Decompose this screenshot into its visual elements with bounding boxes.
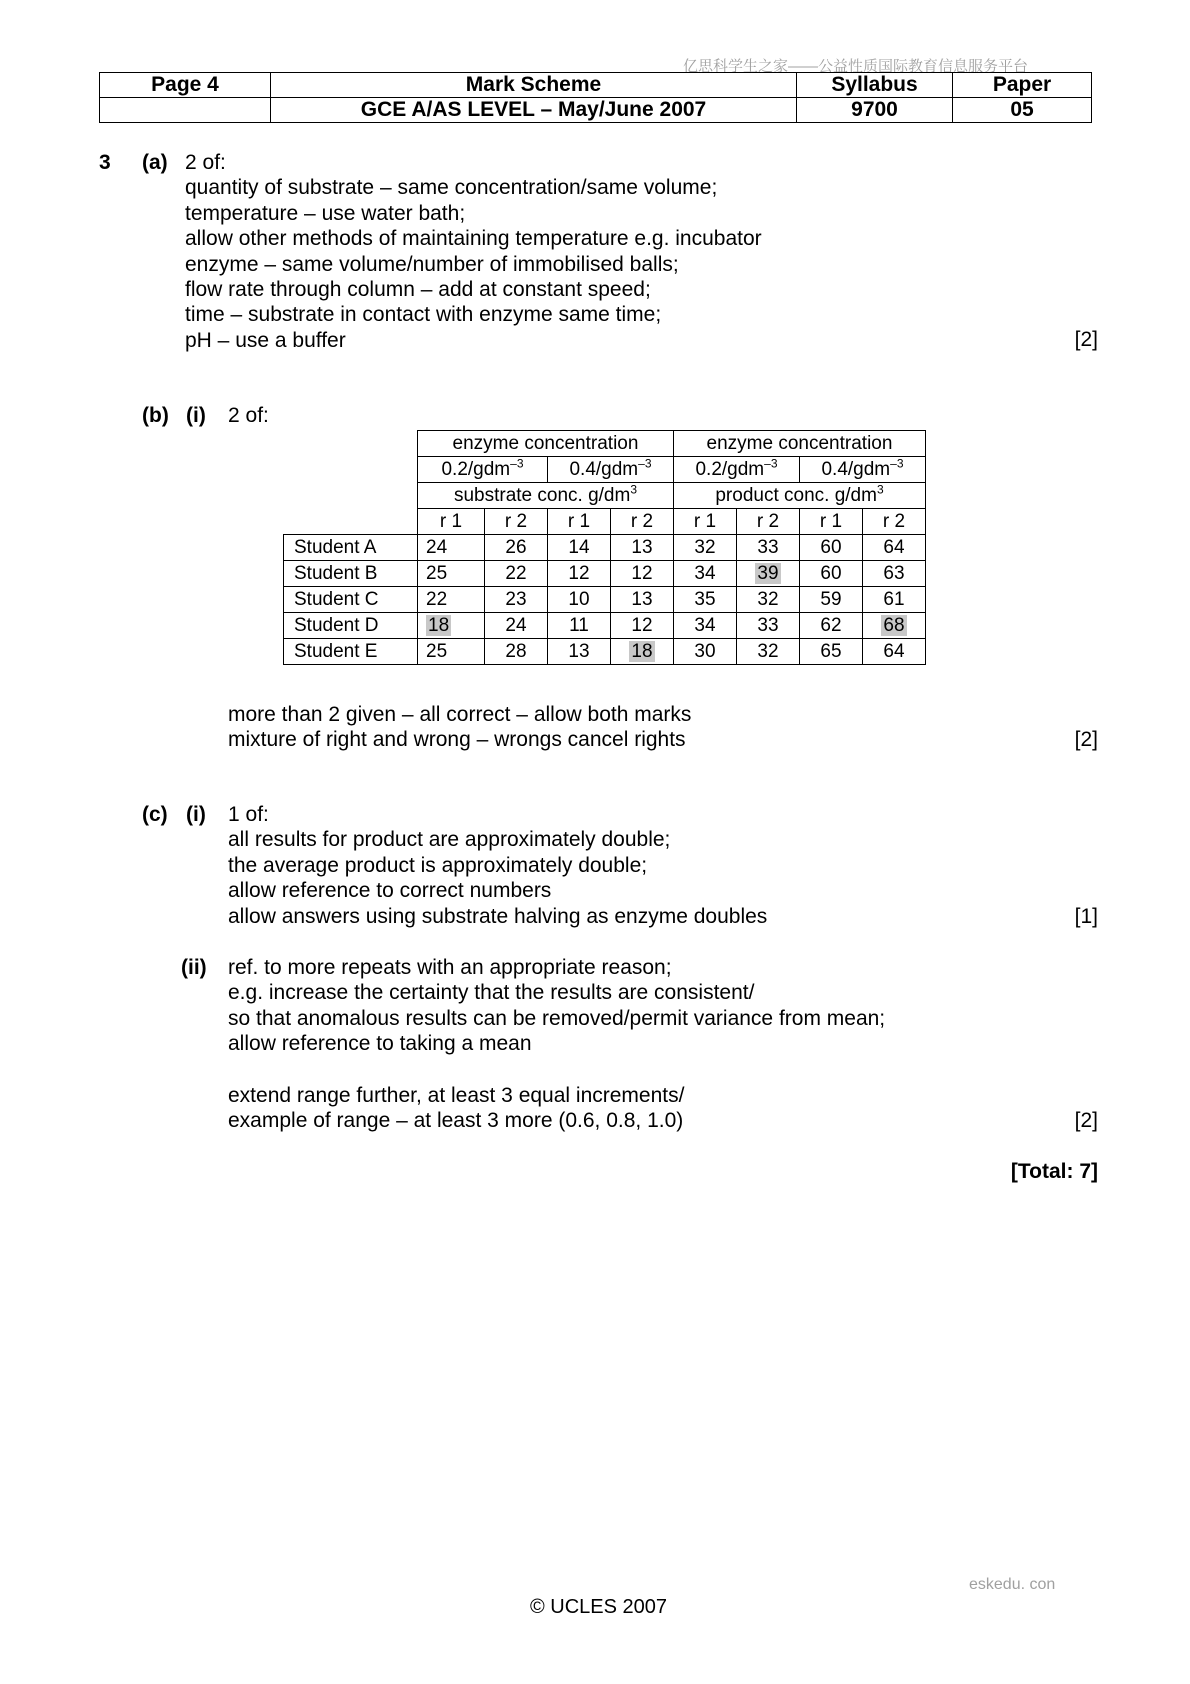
student-name: Student B <box>284 561 418 587</box>
value-cell <box>485 561 548 587</box>
repeat-header-3: r 2 <box>611 509 674 535</box>
value: 33 <box>757 615 779 636</box>
value-cell <box>737 639 800 665</box>
value-cell <box>674 535 737 561</box>
value-cell <box>863 587 926 613</box>
value-cell <box>485 587 548 613</box>
footer-copyright: © UCLES 2007 <box>530 1596 668 1618</box>
value-cell <box>863 535 926 561</box>
header-blank <box>100 98 271 123</box>
value-cell <box>611 639 674 665</box>
watermark-bottom: eskedu. con <box>969 1576 1056 1593</box>
repeat-header-7: r 2 <box>863 509 926 535</box>
value: 26 <box>505 537 527 558</box>
part-b-sub-label: (i) <box>186 404 206 427</box>
value-cell <box>800 535 863 561</box>
results-table <box>283 430 926 665</box>
header-page: Page 4 <box>100 73 271 98</box>
value-cell <box>863 561 926 587</box>
header-title: Mark Scheme <box>271 73 797 98</box>
conc-header-exp: –3 <box>638 456 652 471</box>
value: 12 <box>631 615 653 636</box>
part-a-line-3: allow other methods of maintaining temperature e.g. incubator <box>185 227 762 251</box>
conc-header-2 <box>674 457 800 483</box>
table-row <box>284 535 926 561</box>
value: 28 <box>505 641 527 662</box>
part-c-ii-mark: [2] <box>1074 1109 1098 1132</box>
value: 24 <box>505 615 527 636</box>
value: 12 <box>631 563 653 584</box>
substrate-header <box>418 483 674 509</box>
value: 62 <box>820 615 842 636</box>
header-syllabus-label: Syllabus <box>797 73 953 98</box>
student-name: Student A <box>284 535 418 561</box>
part-c-i-label: (i) <box>186 803 206 826</box>
value-cell <box>737 535 800 561</box>
value: 23 <box>505 589 527 610</box>
value: 65 <box>820 641 842 662</box>
part-b-label: (b) <box>142 404 169 427</box>
watermark-top: 亿思科学生之家——公益性质国际教育信息服务平台 <box>683 58 1029 75</box>
anomalous-value: 68 <box>883 615 905 636</box>
value-cell <box>485 639 548 665</box>
part-a-line-5: flow rate through column – add at constant speed; <box>185 278 651 301</box>
value: 34 <box>694 615 716 636</box>
part-b-note-1: mixture of right and wrong – wrongs cancel rights <box>228 728 686 751</box>
value: 64 <box>883 537 905 558</box>
part-c-i-mark: [1] <box>1074 905 1098 928</box>
value-cell <box>737 587 800 613</box>
conc-header-3 <box>800 457 926 483</box>
part-c-label: (c) <box>142 803 168 826</box>
header-table <box>99 72 1092 123</box>
value: 33 <box>757 537 779 558</box>
value-cell <box>674 613 737 639</box>
value-cell <box>800 613 863 639</box>
group-header-1: enzyme concentration <box>418 431 674 457</box>
value: 13 <box>568 641 590 662</box>
value: 32 <box>757 641 779 662</box>
value: 14 <box>568 537 590 558</box>
part-c-ii-line-1: e.g. increase the certainty that the results are consistent/ <box>228 981 755 1005</box>
value: 35 <box>694 589 716 610</box>
header-syllabus: 9700 <box>797 98 953 123</box>
value: 11 <box>569 615 589 636</box>
value-cell <box>800 561 863 587</box>
anomalous-value: 18 <box>631 641 653 662</box>
value-cell <box>863 613 926 639</box>
substrate-header-text: substrate conc. g/dm <box>453 485 631 506</box>
part-a-line-1: quantity of substrate – same concentration/same volume; <box>185 176 718 200</box>
product-header-text: product conc. g/dm <box>715 485 877 506</box>
part-a-mark: [2] <box>1074 328 1098 351</box>
conc-header-text: 0.4/gdm <box>569 459 639 480</box>
header-subtitle: GCE A/AS LEVEL – May/June 2007 <box>271 98 797 123</box>
student-name: Student D <box>284 613 418 639</box>
value: 60 <box>820 563 842 584</box>
value: 24 <box>426 537 448 558</box>
repeat-header-6: r 1 <box>800 509 863 535</box>
part-c-i-line-2: the average product is approximately double; <box>228 853 648 877</box>
value-cell <box>548 535 611 561</box>
value-cell <box>548 613 611 639</box>
value-cell <box>611 587 674 613</box>
part-c-i-line-4: allow answers using substrate halving as enzyme doubles <box>228 904 768 928</box>
value: 32 <box>757 589 779 610</box>
part-c-ii-label: (ii) <box>181 956 207 979</box>
value-cell <box>611 561 674 587</box>
value: 30 <box>694 641 716 662</box>
conc-header-text: 0.2/gdm <box>441 459 511 480</box>
value-cell <box>548 639 611 665</box>
anomalous-value: 18 <box>428 615 450 636</box>
value-cell <box>485 613 548 639</box>
repeat-header-4: r 1 <box>674 509 737 535</box>
part-b-mark: [2] <box>1074 728 1098 751</box>
conc-header-0 <box>418 457 548 483</box>
table-row <box>284 639 926 665</box>
value: 22 <box>505 563 527 584</box>
product-header <box>674 483 926 509</box>
value: 61 <box>883 589 905 610</box>
anomalous-value: 39 <box>757 563 779 584</box>
value: 22 <box>426 589 448 610</box>
value-cell <box>418 561 485 587</box>
part-c-ii-line2-0: extend range further, at least 3 equal increments/ <box>228 1084 685 1107</box>
value-cell <box>863 639 926 665</box>
repeat-header-1: r 2 <box>485 509 548 535</box>
conc-header-text: 0.4/gdm <box>821 459 891 480</box>
value: 10 <box>568 589 590 610</box>
value: 60 <box>820 537 842 558</box>
header-paper-label: Paper <box>953 73 1092 98</box>
part-b-note-0: more than 2 given – all correct – allow both marks <box>228 703 692 726</box>
part-a-line-4: enzyme – same volume/number of immobilised balls; <box>185 252 679 276</box>
value-cell <box>418 639 485 665</box>
value-cell <box>800 587 863 613</box>
question-number: 3 <box>99 151 111 174</box>
conc-header-text: 0.2/gdm <box>695 459 765 480</box>
value-cell <box>737 561 800 587</box>
value: 34 <box>694 563 716 584</box>
value: 64 <box>883 641 905 662</box>
value: 25 <box>426 563 448 584</box>
part-c-i-line-1: all results for product are approximately double; <box>228 828 671 852</box>
table-row <box>284 587 926 613</box>
conc-header-1 <box>548 457 674 483</box>
student-name: Student E <box>284 639 418 665</box>
value: 59 <box>820 589 842 610</box>
part-a-line-6: time – substrate in contact with enzyme same time; <box>185 303 662 327</box>
value: 13 <box>631 589 653 610</box>
value-cell <box>737 613 800 639</box>
part-a-line-0: 2 of: <box>185 151 226 174</box>
header-paper: 05 <box>953 98 1092 123</box>
part-a-line-7: pH – use a buffer <box>185 328 346 352</box>
value: 13 <box>631 537 653 558</box>
value: 63 <box>883 563 905 584</box>
part-a-label: (a) <box>142 151 168 174</box>
part-c-ii-line-2: so that anomalous results can be removed/permit variance from mean; <box>228 1006 886 1030</box>
total-mark: [Total: 7] <box>1010 1160 1098 1183</box>
table-row <box>284 613 926 639</box>
part-c-ii-line-3: allow reference to taking a mean <box>228 1032 532 1056</box>
student-name: Student C <box>284 587 418 613</box>
part-a-line-2: temperature – use water bath; <box>185 201 466 225</box>
value: 12 <box>568 563 590 584</box>
conc-header-exp: –3 <box>764 456 778 471</box>
part-c-ii-line-0: ref. to more repeats with an appropriate reason; <box>228 956 672 979</box>
part-c-i-line-0: 1 of: <box>228 803 269 826</box>
part-c-ii-line2-1: example of range – at least 3 more (0.6, 0.8, 1.0) <box>228 1109 684 1132</box>
value-cell <box>485 535 548 561</box>
repeat-header-0: r 1 <box>418 509 485 535</box>
value-cell <box>674 639 737 665</box>
substrate-header-exp: 3 <box>630 482 638 497</box>
product-header-exp: 3 <box>876 482 884 497</box>
value: 32 <box>694 537 716 558</box>
value: 25 <box>426 641 448 662</box>
part-c-i-line-3: allow reference to correct numbers <box>228 879 552 903</box>
value-cell <box>674 561 737 587</box>
value-cell <box>548 587 611 613</box>
value-cell <box>611 535 674 561</box>
table-row <box>284 561 926 587</box>
value-cell <box>674 587 737 613</box>
repeat-header-5: r 2 <box>737 509 800 535</box>
repeat-header-2: r 1 <box>548 509 611 535</box>
conc-header-exp: –3 <box>890 456 904 471</box>
part-b-intro: 2 of: <box>228 404 269 427</box>
value-cell <box>611 613 674 639</box>
value-cell <box>800 639 863 665</box>
value-cell <box>418 613 485 639</box>
group-header-2: enzyme concentration <box>674 431 926 457</box>
value-cell <box>418 587 485 613</box>
value-cell <box>548 561 611 587</box>
conc-header-exp: –3 <box>510 456 524 471</box>
value-cell <box>418 535 485 561</box>
